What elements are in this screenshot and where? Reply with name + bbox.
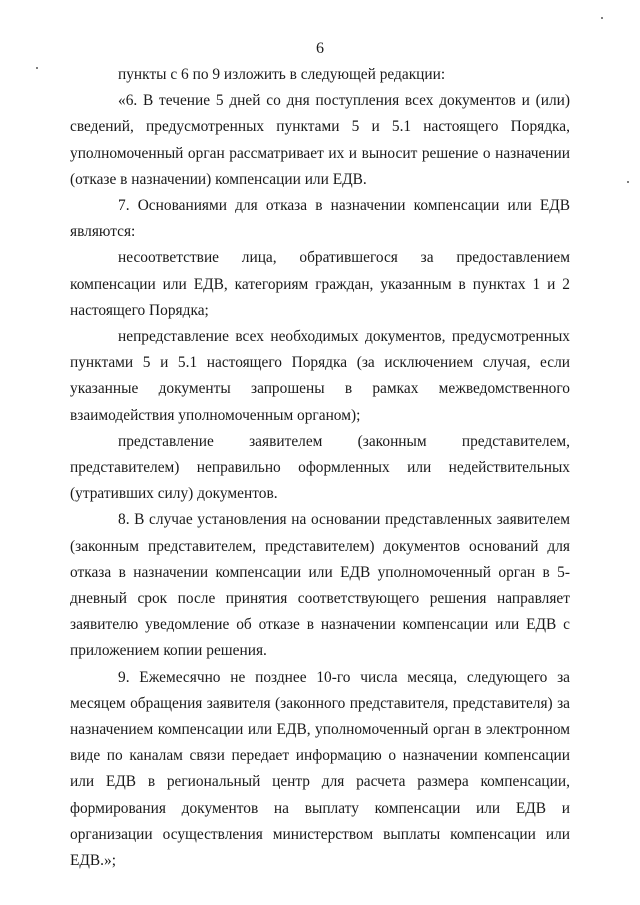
scan-speck [36, 67, 38, 69]
paragraph-item-7-ground-2: непредставление всех необходимых документов, предусмотренных пунктами 5 и 5.1 настоящего Порядка (за исключением случая, если указанные документы запрошены в рамках межведомственного взаимодействия уполномоченным органом); [70, 328, 570, 424]
paragraph-item-6: «6. В течение 5 дней со дня поступления всех документов и (или) сведений, предусмотренных пунктами 5 и 5.1 настоящего Порядка, уполномоченный орган рассматривает их и выносит решение о назначении (отказе в назначении) компенсации или ЕДВ. [70, 92, 570, 188]
paragraph-intro: пункты с 6 по 9 изложить в следующей редакции: [118, 66, 446, 83]
paragraph-item-8: 8. В случае установления на основании представленных заявителем (законным представителем, представителем) документов оснований для отказа в назначении компенсации или ЕДВ уполномоченный орган в 5-дневный срок после принятия соответствующего решения направляет заявителю уведомление об отказе в назначении компенсации или ЕДВ с приложением копии решения. [70, 511, 570, 660]
scan-speck [627, 181, 629, 183]
page-number: 6 [316, 40, 324, 57]
paragraph-item-7-ground-1: несоответствие лица, обратившегося за предоставлением компенсации или ЕДВ, категориям граждан, указанным в пунктах 1 и 2 настоящего Порядка; [70, 249, 570, 319]
paragraph-item-7-ground-3: представление заявителем (законным представителем, представителем) неправильно оформленных или недействительных (утративших силу) документов. [70, 432, 570, 503]
document-body [70, 62, 570, 874]
scan-speck [601, 17, 603, 19]
paragraph-item-7: 7. Основаниями для отказа в назначении компенсации или ЕДВ являются: [70, 197, 570, 241]
paragraph-item-9: 9. Ежемесячно не позднее 10-го числа месяца, следующего за месяцем обращения заявителя (законного представителя, представителя) за назначением компенсации или ЕДВ, уполномоченный орган в электронном виде по каналам связи передает информацию о назначении компенсации или ЕДВ в региональный центр для расчета размера компенсации, формирования документов на выплату компенсации или ЕДВ и организации осуществления министерством выплаты компенсации или ЕДВ.»; [70, 668, 570, 870]
